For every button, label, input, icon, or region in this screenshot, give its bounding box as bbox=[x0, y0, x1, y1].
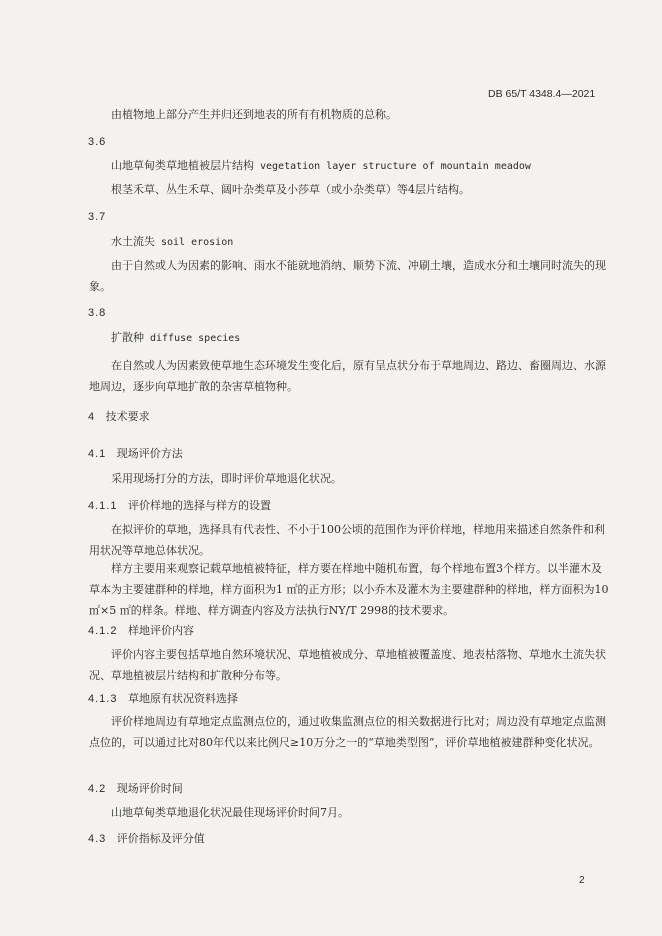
definition-text: 根茎禾草、丛生禾草、阔叶杂类草及小莎草（或小杂类草）等4层片结构。 bbox=[111, 183, 470, 196]
section-heading-4-3 bbox=[88, 832, 205, 846]
section-title: 评价样地的选择与样方的设置 bbox=[127, 499, 271, 512]
section-heading-4-2 bbox=[88, 782, 183, 796]
section-title: 评价指标及评分值 bbox=[116, 832, 205, 845]
section-number: 4.1.2 bbox=[88, 625, 118, 637]
definition-text: 由于自然或人为因素的影响、雨水不能就地消纳、顺势下流、冲刷土壤，造成水分和土壤同时流失的现象。 bbox=[89, 259, 606, 293]
section-number: 4.2 bbox=[88, 783, 107, 795]
section-paragraph: 样方主要用来观察记载草地植被特征，样方要在样地中随机布置，每个样地布置3个样方。以半灌木及草本为主要建群种的样地，样方面积为1 ㎡的正方形；以小乔木及灌木为主要建群种的样地，样方面积为10 ㎡×5 ㎡的样条。样地、样方调查内容及方法执行NY/T 2998的技术要求。 bbox=[89, 562, 609, 617]
section-number: 4 bbox=[88, 411, 96, 423]
section-title: 样地评价内容 bbox=[127, 624, 194, 637]
definition-number: 3.6 bbox=[88, 136, 107, 148]
section-text: 山地草甸类草地退化状况最佳现场评价时间7月。 bbox=[111, 806, 349, 819]
definition-term bbox=[111, 235, 233, 250]
term-en: diffuse species bbox=[150, 333, 241, 344]
definition-term bbox=[111, 331, 240, 346]
section-number: 4.3 bbox=[88, 833, 107, 845]
section-paragraph: 评价样地周边有草地定点监测点位的，通过收集监测点位的相关数据进行比对；周边没有草地定点监测点位的，可以通过比对80年代以来比例尺≥10万分之一的“草地类型图”，评价草地植被建群种变化状况。 bbox=[89, 715, 606, 749]
section-paragraph: 在拟评价的草地，选择具有代表性、不小于100公顷的范围作为评价样地，样地用来描述自然条件和利用状况等草地总体状况。 bbox=[89, 523, 605, 557]
section-title: 草地原有状况资料选择 bbox=[127, 692, 238, 705]
definition-text: 在自然或人为因素致使草地生态环境发生变化后，原有呈点状分布于草地周边、路边、畜圈周边、水源地周边，逐步向草地扩散的杂害草植物种。 bbox=[89, 359, 606, 393]
term-zh: 山地草甸类草地植被层片结构 bbox=[111, 159, 254, 172]
term-zh: 水土流失 bbox=[111, 235, 155, 248]
section-heading-4 bbox=[88, 410, 150, 424]
page-number: 2 bbox=[579, 875, 585, 886]
term-en: soil erosion bbox=[161, 237, 234, 248]
definition-number: 3.7 bbox=[88, 211, 107, 223]
document-id-header: DB 65/T 4348.4—2021 bbox=[488, 88, 596, 100]
section-number: 4.1 bbox=[88, 448, 107, 460]
section-paragraph: 评价内容主要包括草地自然环境状况、草地植被成分、草地植被覆盖度、地表枯落物、草地水土流失状况、草地植被层片结构和扩散种分布等。 bbox=[89, 648, 606, 682]
term-zh: 扩散种 bbox=[111, 331, 144, 344]
section-heading-4-1-2 bbox=[88, 624, 194, 638]
term-en: vegetation layer structure of mountain meadow bbox=[260, 161, 531, 172]
section-number: 4.1.1 bbox=[88, 500, 118, 512]
section-heading-4-1-1 bbox=[88, 499, 271, 513]
section-heading-4-1-3 bbox=[88, 692, 238, 706]
section-heading-4-1 bbox=[88, 447, 183, 461]
section-title: 现场评价时间 bbox=[116, 782, 183, 795]
section-title: 技术要求 bbox=[105, 410, 150, 423]
definition-number: 3.8 bbox=[88, 307, 107, 319]
section-title: 现场评价方法 bbox=[116, 447, 183, 460]
definition-continuation: 由植物地上部分产生并归还到地表的所有有机物质的总称。 bbox=[111, 108, 397, 121]
section-number: 4.1.3 bbox=[88, 693, 118, 705]
section-text: 采用现场打分的方法，即时评价草地退化状况。 bbox=[111, 472, 342, 485]
definition-term bbox=[111, 159, 531, 174]
